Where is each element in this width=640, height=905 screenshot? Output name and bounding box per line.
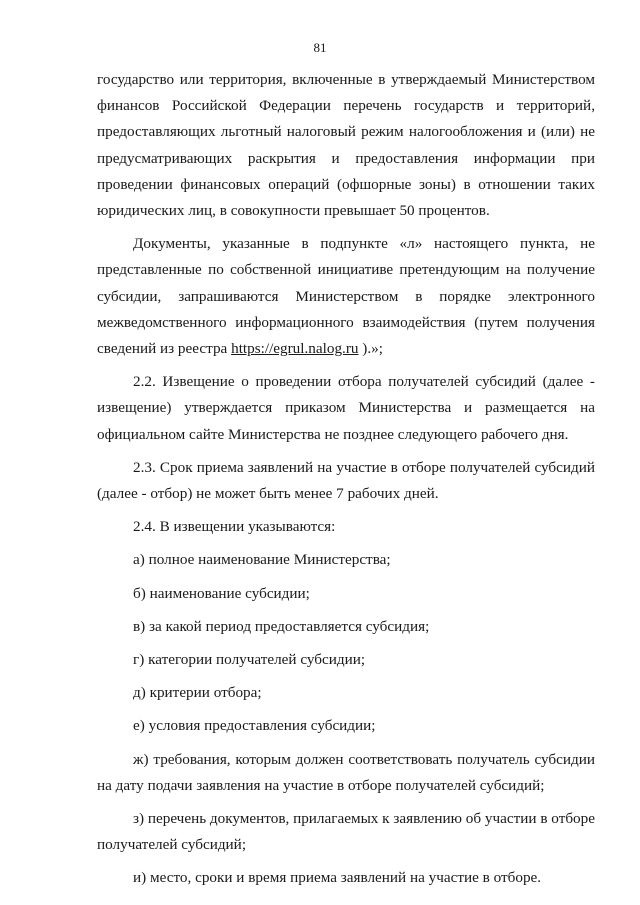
paragraph-offshore-continuation: государство или территория, включенные в утверждаемый Министерством финансов Российской Федерации перечень государств и территорий, предоставляющих льготный налоговый режим налогообложения и (или) не предусматривающих раскрытия и предоставления информации при проведении финансовых операций (офшорные зоны) в отношении таких юридических лиц, в совокупности превышает 50 процентов. xyxy=(97,71,595,220)
list-item-b: б) наименование субсидии; xyxy=(133,584,310,602)
list-item-z: з) перечень документов, прилагаемых к заявлению об участии в отборе получателей субсидий; xyxy=(97,810,595,854)
list-item-e: е) условия предоставления субсидии; xyxy=(133,717,376,735)
egrul-link[interactable]: https://egrul.nalog.ru xyxy=(231,340,359,358)
list-item-a: а) полное наименование Министерства; xyxy=(133,551,391,569)
page-number: 81 xyxy=(313,40,327,55)
documents-request-tail: ).»; xyxy=(358,340,383,358)
list-item-g: г) категории получателей субсидии; xyxy=(133,651,366,669)
paragraph-2-3: 2.3. Срок приема заявлений на участие в отборе получателей субсидий (далее - отбор) не может быть менее 7 рабочих дней. xyxy=(97,458,595,503)
list-item-i: и) место, сроки и время приема заявлений на участие в отборе. xyxy=(133,869,542,887)
list-item-v: в) за какой период предоставляется субсидия; xyxy=(133,617,430,635)
documents-request-text: Документы, указанные в подпункте «л» настоящего пункта, не представленные по собственной инициативе претендующим на получение субсидии, запрашиваются Министерством в порядке электронного межведомственного информационного взаимодействия (путем получения сведений из реестра xyxy=(97,235,595,358)
list-item-d: д) критерии отбора; xyxy=(133,684,262,702)
paragraph-documents-request xyxy=(97,231,595,362)
list-item-zh: ж) требования, которым должен соответствовать получатель субсидии на дату подачи заявления на участие в отборе получателей субсидий; xyxy=(97,750,595,794)
paragraph-2-2: 2.2. Извещение о проведении отбора получателей субсидий (далее - извещение) утверждается приказом Министерства и размещается на официальном сайте Министерства не позднее следующего рабочего дня. xyxy=(97,373,595,443)
document-body xyxy=(97,67,595,899)
paragraph-2-4: 2.4. В извещении указываются: xyxy=(133,518,336,536)
